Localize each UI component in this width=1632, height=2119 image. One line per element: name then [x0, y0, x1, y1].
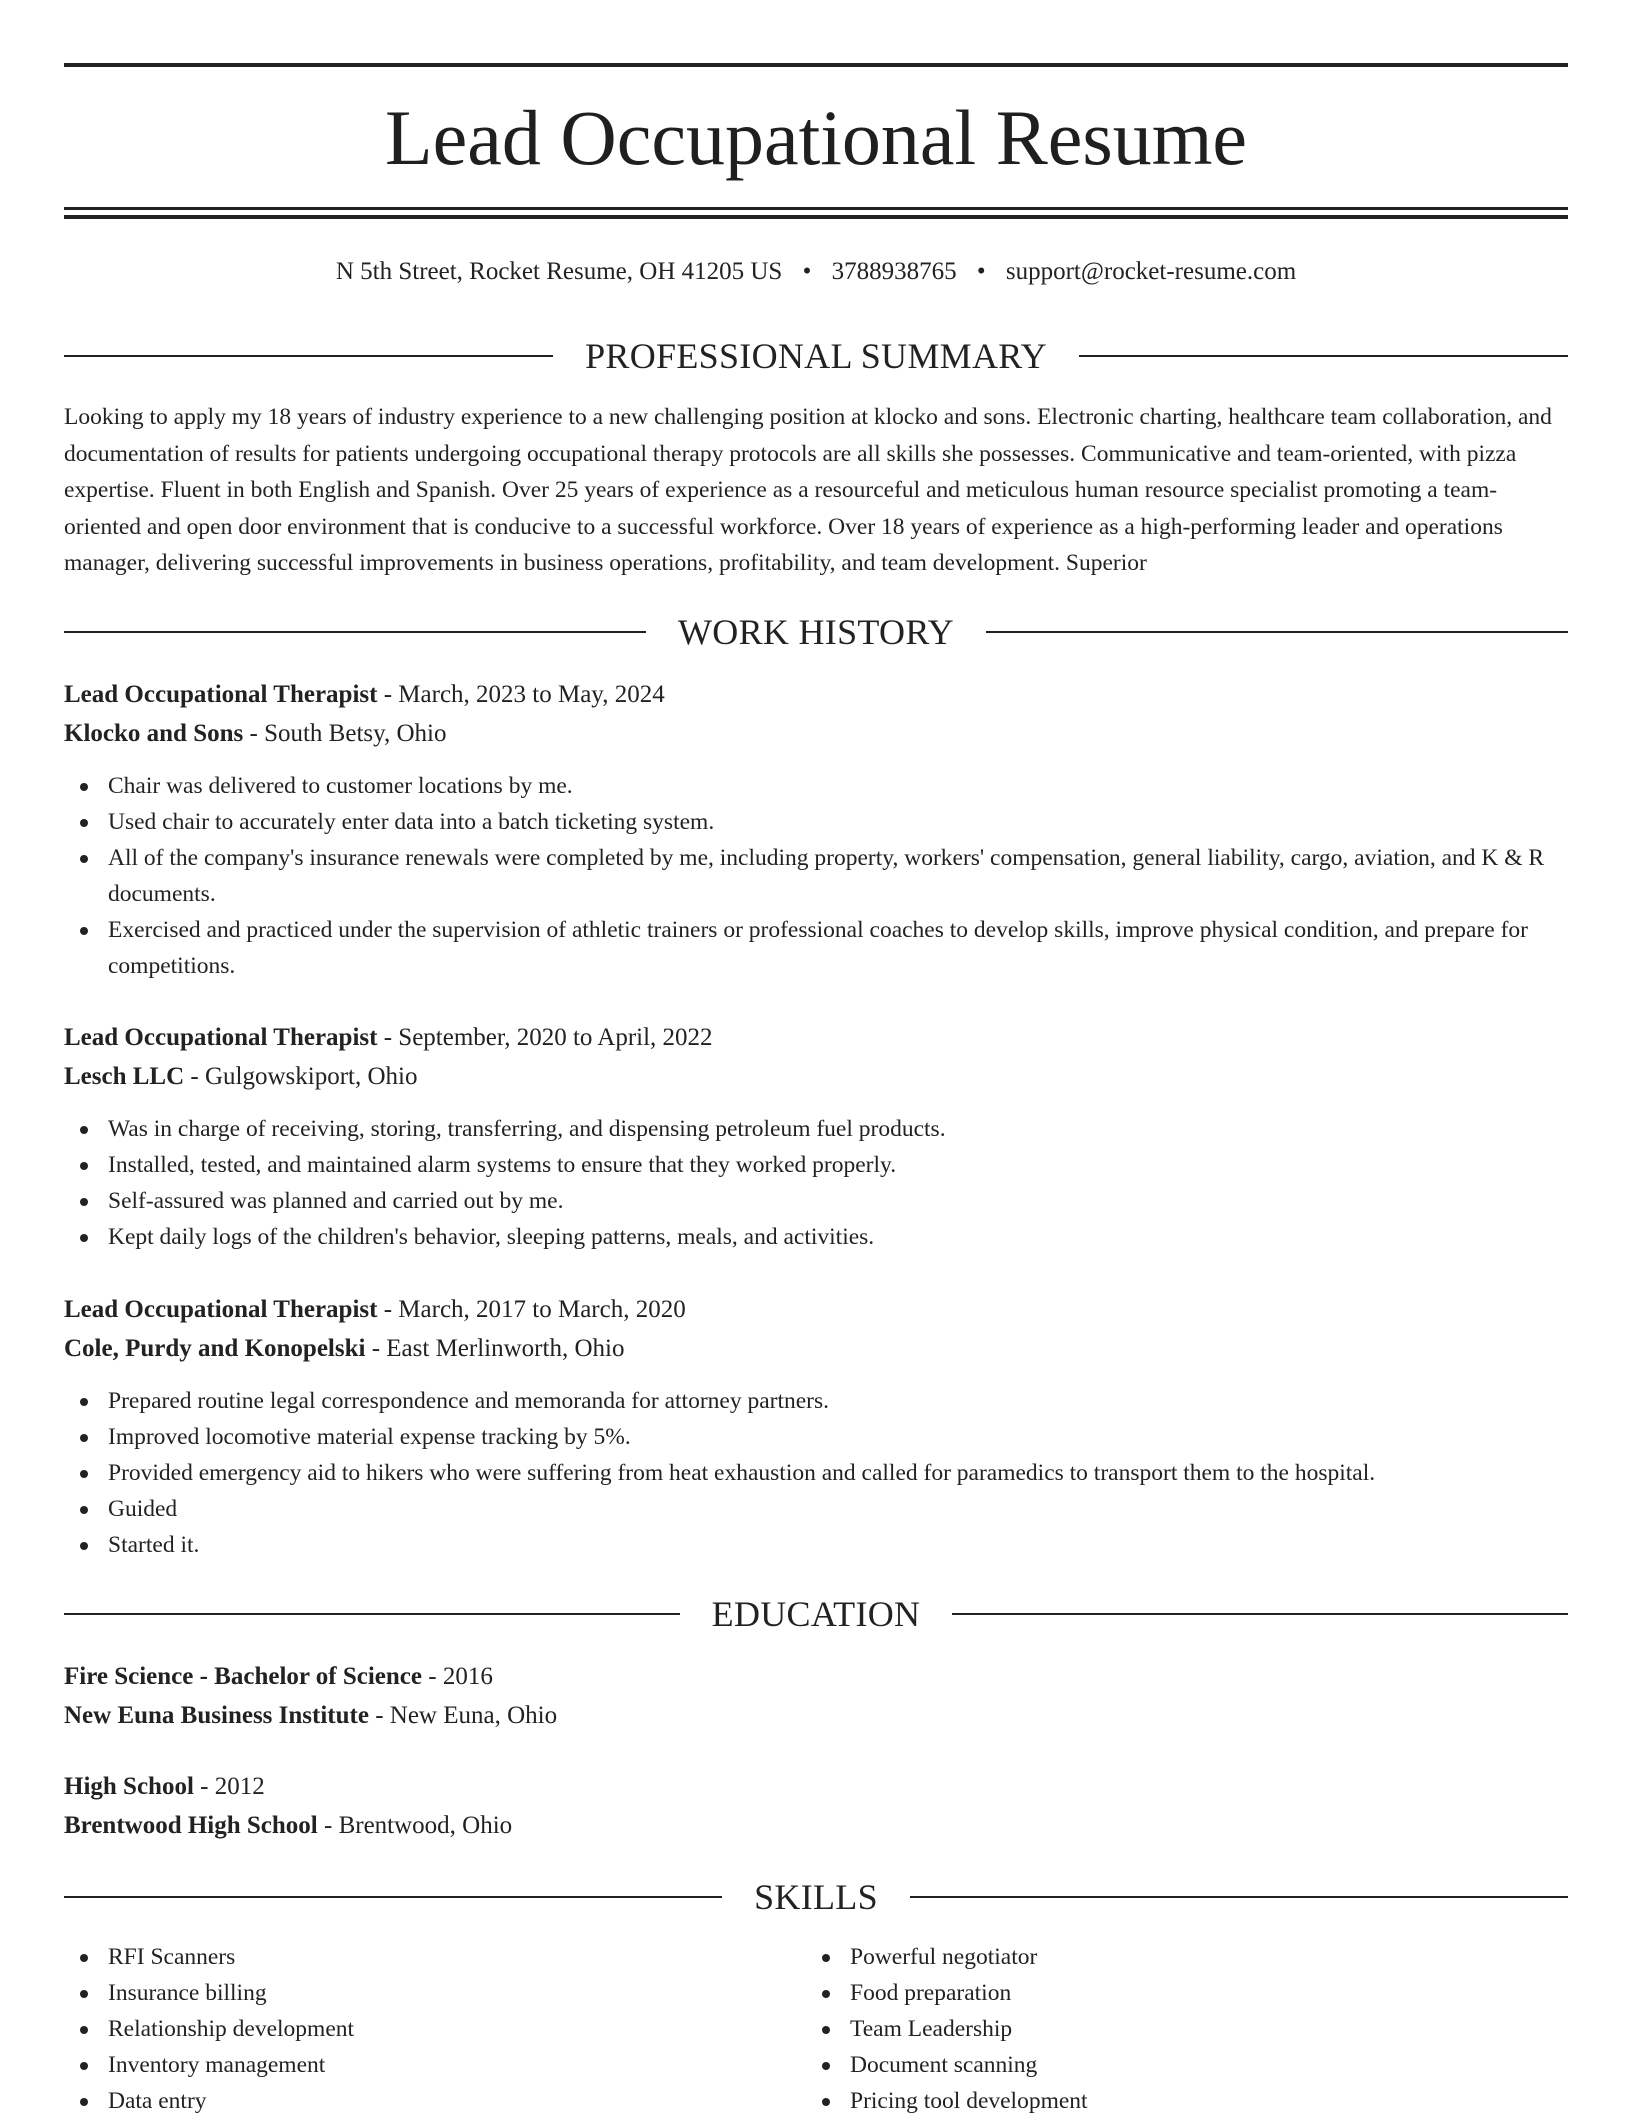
education-degree: High School	[64, 1773, 194, 1800]
section-heading-education	[64, 1592, 1568, 1636]
job-bullet: Installed, tested, and maintained alarm systems to ensure that they worked properly.	[64, 1147, 1568, 1183]
heading-rule-left	[64, 1896, 722, 1898]
header-double-rule-lower	[64, 215, 1568, 219]
section-title: WORK HISTORY	[678, 612, 954, 652]
job-title: Lead Occupational Therapist	[64, 1024, 378, 1051]
skill-item: RFI Scanners	[64, 1939, 784, 1975]
heading-rule-right	[1079, 355, 1568, 357]
section-heading-work	[64, 610, 1568, 654]
education-school: New Euna Business Institute	[64, 1701, 369, 1729]
contact-separator: •	[976, 258, 986, 285]
education-location: - New Euna, Ohio	[368, 1701, 558, 1729]
resume-title: Lead Occupational Resume	[385, 94, 1247, 181]
section-title: EDUCATION	[711, 1594, 921, 1634]
job-bullet: Exercised and practiced under the supervision of athletic trainers or professional coaches to develop skills, improve physical condition, and prepare for competitions.	[64, 912, 1568, 984]
job-bullet: Was in charge of receiving, storing, transferring, and dispensing petroleum fuel products.	[64, 1111, 1568, 1147]
job-company: Klocko and Sons	[64, 719, 244, 747]
job-bullets	[64, 1383, 1568, 1563]
section-title: PROFESSIONAL SUMMARY	[585, 336, 1047, 376]
header-top-rule	[64, 63, 1568, 67]
education-school: Brentwood High School	[64, 1811, 318, 1839]
job-bullet: Used chair to accurately enter data into a batch ticketing system.	[64, 804, 1568, 840]
job-dates: - March, 2017 to March, 2020	[377, 1296, 686, 1323]
job-company-line	[64, 1330, 1568, 1369]
job-entry	[64, 676, 1568, 984]
job-location: - South Betsy, Ohio	[243, 719, 447, 747]
education-school-line	[64, 1697, 1568, 1736]
contact-email: support@rocket-resume.com	[1005, 258, 1297, 285]
education-degree: Fire Science - Bachelor of Science	[64, 1663, 422, 1690]
job-title: Lead Occupational Therapist	[64, 681, 378, 708]
section-heading-skills	[64, 1875, 1568, 1919]
skill-item: Inventory management	[64, 2047, 784, 2083]
job-location: - East Merlinworth, Ohio	[365, 1334, 625, 1362]
job-entry	[64, 1291, 1568, 1563]
job-bullets	[64, 768, 1568, 984]
skill-item: Document scanning	[806, 2047, 1526, 2083]
job-title-line	[64, 1019, 1568, 1058]
education-entry	[64, 1768, 1568, 1845]
job-company: Cole, Purdy and Konopelski	[64, 1334, 366, 1362]
heading-rule-left	[64, 631, 646, 633]
job-dates: - September, 2020 to April, 2022	[377, 1024, 713, 1051]
contact-address: N 5th Street, Rocket Resume, OH 41205 US	[335, 258, 783, 285]
job-bullet: Chair was delivered to customer locations by me.	[64, 768, 1568, 804]
job-title: Lead Occupational Therapist	[64, 1296, 378, 1323]
education-degree-line	[64, 1658, 1568, 1697]
summary-block	[64, 399, 1568, 583]
skill-item: Powerful negotiator	[806, 1939, 1526, 1975]
job-bullet: Prepared routine legal correspondence and memoranda for attorney partners.	[64, 1383, 1568, 1419]
education-location: - Brentwood, Ohio	[317, 1811, 513, 1839]
skill-item: Pricing tool development	[806, 2083, 1526, 2119]
job-bullet: Improved locomotive material expense tracking by 5%.	[64, 1419, 1568, 1455]
job-bullet: Started it.	[64, 1527, 1568, 1563]
education-year: - 2016	[422, 1663, 493, 1690]
job-bullets	[64, 1111, 1568, 1255]
contact-line	[64, 255, 1568, 289]
job-title-line	[64, 1291, 1568, 1330]
heading-rule-right	[910, 1896, 1568, 1898]
education-degree-line	[64, 1768, 1568, 1807]
job-bullet: Provided emergency aid to hikers who were suffering from heat exhaustion and called for paramedics to transport them to the hospital.	[64, 1455, 1568, 1491]
job-entry	[64, 1019, 1568, 1255]
header-double-rule-upper	[64, 207, 1568, 210]
skills-column-right	[806, 1939, 1526, 2119]
job-bullet: Guided	[64, 1491, 1568, 1527]
job-title-line	[64, 676, 1568, 715]
education-year: - 2012	[193, 1773, 265, 1800]
education-entry	[64, 1658, 1568, 1735]
skill-item: Relationship development	[64, 2011, 784, 2047]
skill-item: Insurance billing	[64, 1975, 784, 2011]
skills-list	[806, 1939, 1526, 2119]
heading-rule-right	[952, 1613, 1568, 1615]
job-bullet: Kept daily logs of the children's behavior, sleeping patterns, meals, and activities.	[64, 1219, 1568, 1255]
contact-separator: •	[802, 258, 812, 285]
section-heading-summary	[64, 334, 1568, 378]
skills-list	[64, 1939, 784, 2119]
heading-rule-right	[986, 631, 1568, 633]
job-location: - Gulgowskiport, Ohio	[184, 1062, 418, 1090]
heading-rule-left	[64, 1613, 680, 1615]
summary-text: Looking to apply my 18 years of industry experience to a new challenging position at klocko and sons. Electronic charting, healthcare team collaboration, and documentation of results for patients undergoing occupational therapy protocols are all skills she possesses. Communicative and team-oriented, with pizza expertise. Fluent in both English and Spanish. Over 25 years of experience as a resourceful and meticulous human resource specialist promoting a team-oriented and open door environment that is conducive to a successful workforce. Over 18 years of experience as a high-performing leader and operations manager, delivering successful improvements in business operations, profitability, and team development. Superior	[64, 404, 1552, 576]
heading-rule-left	[64, 355, 553, 357]
skills-column-left	[64, 1939, 784, 2119]
job-dates: - March, 2023 to May, 2024	[377, 681, 665, 708]
skill-item: Food preparation	[806, 1975, 1526, 2011]
job-bullet: Self-assured was planned and carried out by me.	[64, 1183, 1568, 1219]
job-bullet: All of the company's insurance renewals were completed by me, including property, workers' compensation, general liability, cargo, aviation, and K & R documents.	[64, 840, 1568, 912]
education-school-line	[64, 1807, 1568, 1846]
job-company-line	[64, 1058, 1568, 1097]
job-company-line	[64, 715, 1568, 754]
contact-phone: 3788938765	[831, 258, 957, 285]
skill-item: Team Leadership	[806, 2011, 1526, 2047]
section-title: SKILLS	[754, 1877, 878, 1917]
skill-item: Data entry	[64, 2083, 784, 2119]
job-company: Lesch LLC	[64, 1062, 185, 1090]
